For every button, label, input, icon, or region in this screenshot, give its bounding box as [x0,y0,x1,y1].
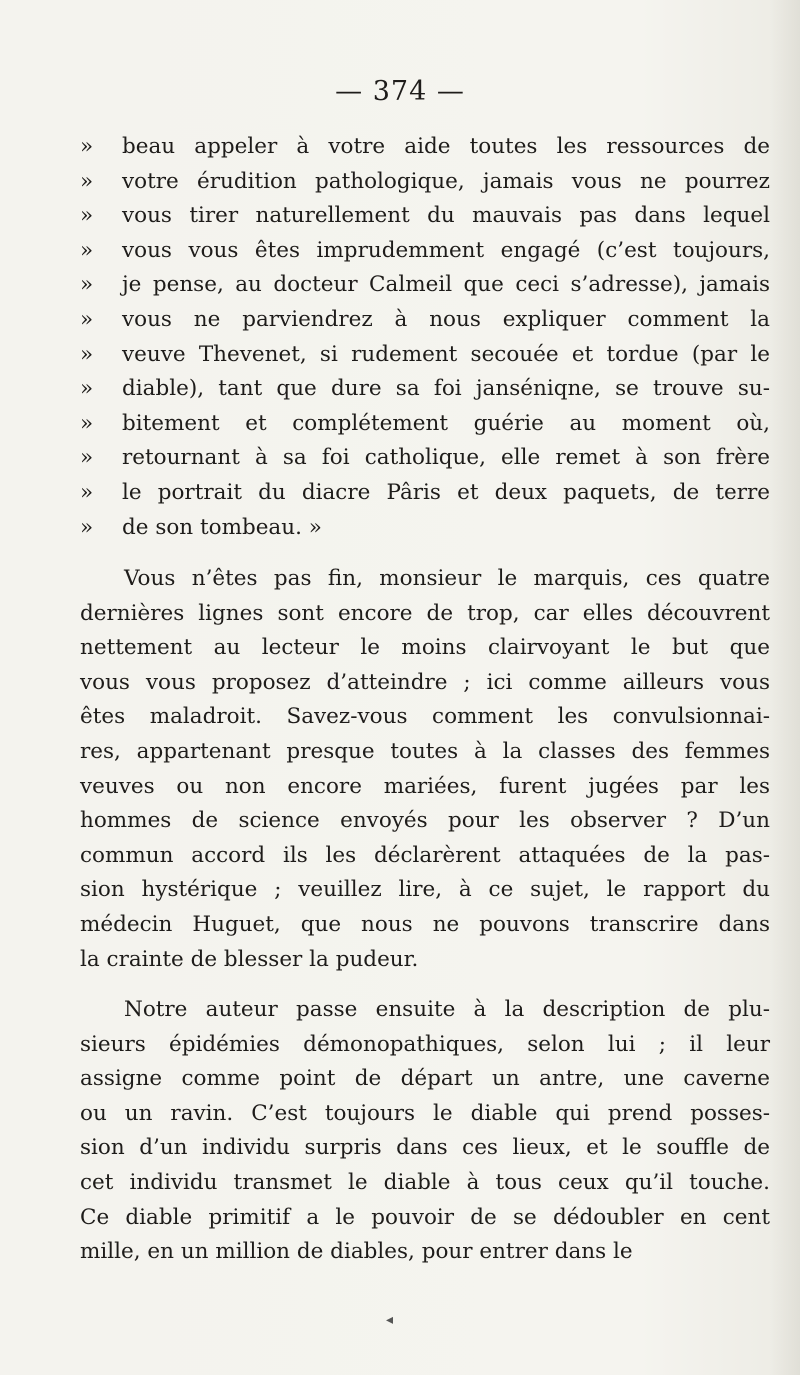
quote-line [80,476,770,511]
paragraph-line: la crainte de blesser la pudeur. [80,946,419,972]
quote-line [80,199,770,234]
paragraph-2 [80,993,770,1270]
paragraph-line: êtes maladroit. Savez-vous comment les convulsionnai- [80,704,770,730]
quote-text: beau appeler à votre aide toutes les ressources de [122,134,770,159]
quote-text: vous vous êtes imprudemment engagé (c’est toujours, [122,237,770,263]
guillemet-mark: » [80,272,94,298]
quote-line [80,268,770,303]
paragraph-line: vous vous proposez d’atteindre ; ici comme ailleurs vous [80,669,770,695]
guillemet-mark: » [80,376,94,402]
quoted-passage [80,130,770,545]
paragraph-line: sieurs épidémies démonopathiques, selon lui ; il leur [80,1031,770,1057]
quote-text: de son tombeau. » [122,514,322,540]
guillemet-mark: » [80,341,94,367]
quote-text: retournant à sa foi catholique, elle remet à son frère [122,445,770,471]
quote-text: votre érudition pathologique, jamais vous ne pourrez [122,168,770,194]
paragraph-line: hommes de science envoyés pour les observer ? D’un [80,808,770,834]
paragraph-line: mille, en un million de diables, pour entrer dans le [80,1239,633,1265]
paragraph-line: Vous n’êtes pas fin, monsieur le marquis, ces quatre [124,566,770,591]
paragraph-line: sion hystérique ; veuillez lire, à ce sujet, le rapport du [80,877,770,903]
paragraph-line: commun accord ils les déclarèrent attaquées de la pas- [80,842,770,868]
paragraph-1 [80,562,770,977]
quote-text: le portrait du diacre Pâris et deux paquets, de terre [122,479,770,505]
quote-line [80,441,770,476]
guillemet-mark: » [80,410,94,436]
paragraph-line: ou un ravin. C’est toujours le diable qui prend posses- [80,1100,770,1126]
guillemet-mark: » [80,134,94,159]
quote-line [80,234,770,269]
quote-line [80,130,770,165]
quote-text: diable), tant que dure sa foi janséniqne, se trouve su- [122,376,770,402]
quote-line [80,338,770,373]
footer-signature-mark: ◂ [386,1312,394,1328]
page-number: — 374 — [335,76,465,107]
quote-text: veuve Thevenet, si rudement secouée et tordue (par le [122,341,770,367]
paragraph-line: nettement au lecteur le moins clairvoyant le but que [80,635,770,661]
guillemet-mark: » [80,514,94,540]
paragraph-line: sion d’un individu surpris dans ces lieux, et le souffle de [80,1135,770,1161]
paragraph-line: cet individu transmet le diable à tous ceux qu’il touche. [80,1169,770,1195]
paragraph-line: médecin Huguet, que nous ne pouvons transcrire dans [80,911,770,937]
guillemet-mark: » [80,203,94,229]
quote-text: vous ne parviendrez à nous expliquer comment la [122,306,770,332]
quote-text: je pense, au docteur Calmeil que ceci s’adresse), jamais [122,272,770,298]
guillemet-mark: » [80,445,94,471]
quote-line [80,372,770,407]
paragraph-line: assigne comme point de départ un antre, une caverne [80,1066,770,1092]
quote-line [80,407,770,442]
paragraph-line: Ce diable primitif a le pouvoir de se dédoubler en cent [80,1204,770,1230]
paragraph-line: dernières lignes sont encore de trop, car elles découvrent [80,600,770,626]
guillemet-mark: » [80,479,94,505]
paragraph-line: Notre auteur passe ensuite à la description de plu- [124,997,770,1022]
quote-line [80,511,770,546]
paragraph-line: veuves ou non encore mariées, furent jugées par les [80,773,770,799]
quote-line [80,165,770,200]
guillemet-mark: » [80,237,94,263]
page-edge-shadow [770,0,800,1375]
paragraph-line: res, appartenant presque toutes à la classes des femmes [80,738,770,764]
guillemet-mark: » [80,306,94,332]
quote-line [80,303,770,338]
guillemet-mark: » [80,168,94,194]
quote-text: bitement et complétement guérie au moment où, [122,410,770,436]
quote-text: vous tirer naturellement du mauvais pas dans lequel [122,203,770,229]
